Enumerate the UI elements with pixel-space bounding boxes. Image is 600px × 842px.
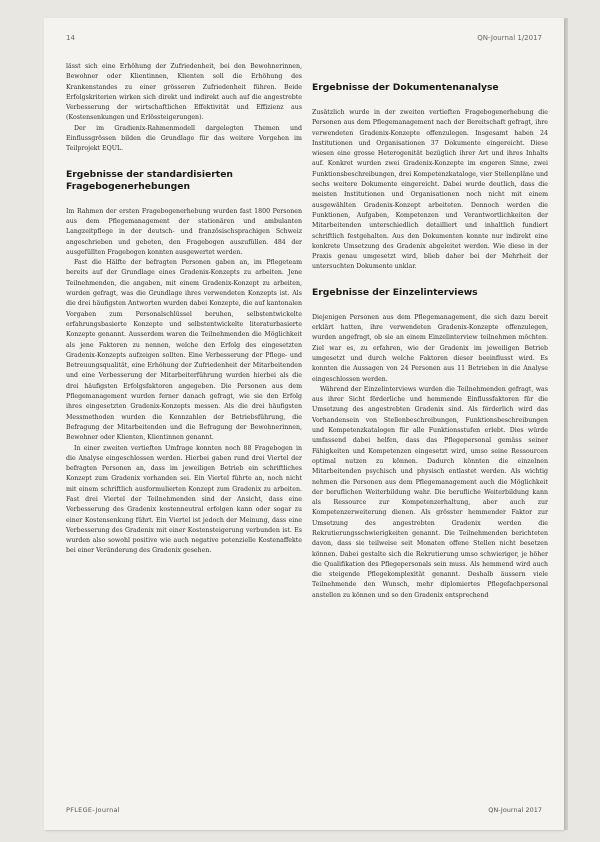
body-paragraph: Zusätzlich wurde in der zweiten vertieften Fragebogenerhebung die Personen aus dem Pflegemanagement nach der Bereitschaft gefragt, ihre verwendeten Gradenix-Konzepte offenzulegen. Insgesamt haben 24 Institutionen und Organisationen 37 Dokumente eingereicht. Diese wiesen eine grosse Heterogenität bezüglich ihrer Art und ihres Inhalts auf. Konkret wurden zwei Gradenix-Konzepte im engeren Sinne, zwei Funktionsbeschreibungen, drei Kompetenzkataloge, vier Stellenpläne und sechs weitere Dokumente eingereicht. Dabei wurde deutlich, dass die meisten Institutionen und Organisationen noch nicht mit einem ausgewählten Gradenix-Konzept arbeiteten. Dennoch werden die Funktionen, Aufgaben, Kompetenzen und Verantwortlichkeiten der Mitarbeitenden unterschiedlich detailliert und inhaltlich fundiert schriftlich festgehalten. Aus den Dokumenten konnte nur indirekt eine konkrete Umsetzung des Gradenix abgeleitet werden. Wie diese in der Praxis genau umgesetzt wird, blieb daher bei der Mehrheit der untersuchten Dokumente unklar.: [312, 109, 548, 271]
section-heading: Ergebnisse der Einzelinterviews: [312, 286, 478, 298]
body-paragraph: Fast die Hälfte der befragten Personen gaben an, im Pflegeteam bereits auf der Grundlage eines Gradenix-Konzepts zu arbeiten. Jene Teilnehmenden, die angaben, mit einem Gradenix-Konzept zu arbeiten, wurden gefragt, was die Grundlage ihres verwendeten Konzepts ist. Als die drei häufigsten Antworten wurden dabei Konzepte, die auf kantonalen Vorgaben zum Personalschlüssel beruhen, selbstentwickelte erfahrungsbasierte Konzepte und selbstentwickelte literaturbasierte Konzepte genannt. Ausserdem waren die Teilnehmenden die Möglichkeit als jene Faktoren zu nennen, welche den Erfolg des eingesetzten Gradenix-Konzepts aufzeigen sollten. Eine Verbesserung der Pflege- und Betreuungsqualität, eine Erhöhung der Zufriedenheit der Mitarbeitenden und eine Verbesserung der Mitarbeiterführung wurden hierbei als die drei häufigsten Erfolgsfaktoren angegeben. Die Personen aus dem Pflegemanagement wurden ferner danach gefragt, wie sie den Erfolg ihres eingesetzten Gradenix-Konzepts messen. Als die drei häufigsten Messmethoden wurden die Kennzahlen der Betriebsführung, die Befragung der Mitarbeitenden und die Befragung der Bewohnerinnen, Bewohner oder Klienten, Klientinnen genannt.: [66, 259, 302, 442]
running-head: QN-Journal 1/2017: [477, 34, 542, 42]
body-paragraph: In einer zweiten vertieften Umfrage konnten noch 88 Fragebogen in die Analyse eingeschlossen werden. Hierbei gaben rund drei Viertel der befragten Personen an, dass im jeweiligen Betrieb ein schriftliches Konzept zum Gradenix vorhanden sei. Ein Viertel führte an, noch nicht mit einem schriftlich ausformulierten Konzept zum Gradenix zu arbeiten. Fast drei Viertel der Teilnehmenden sind der Ansicht, dass eine Verbesserung des Gradenix kostenneutral erfolgen kann oder sogar zu einer Kostensenkung führt. Ein Viertel ist jedoch der Meinung, dass eine Verbesserung des Gradenix mit einer Kostensteigerung verbunden ist. Es wurden also sowohl positive wie auch negative potenzielle Kostenaffekte bei einer Veränderung des Gradenix gesehen.: [66, 444, 302, 555]
body-paragraph: lässt sich eine Erhöhung der Zufriedenheit, bei den Bewohnerinnen, Bewohner oder Klientinnen, Klienten soll die Erhöhung des Krankenstandes zu einer grösseren Zufriedenheit führen. Beide Erfolgskriterien wirken sich direkt und indirekt auch auf die angestrebte Verbesserung der wirtschaftlichen Effektivität und Effizienz aus (Kostensenkungen und Erlössteigerungen).: [66, 63, 302, 122]
section-heading: Ergebnisse der Dokumentenanalyse: [312, 82, 499, 93]
section-heading: Ergebnisse der standardisierten Fragebogenerhebungen: [66, 168, 233, 192]
footer-journal-name: PFLEGE-Journal: [66, 806, 120, 814]
page-number: 14: [66, 34, 75, 42]
footer-issue: QN-Journal 2017: [488, 806, 542, 814]
body-paragraph: Der im Gradienix-Rahmenmodell dargelegten Themen und Einflussgrössen bilden die Grundlage für das weitere Vorgehen im Teilprojekt EQUL.: [66, 124, 302, 153]
page-edge: [564, 18, 568, 830]
body-paragraph: Im Rahmen der ersten Fragebogenerhebung wurden fast 1800 Personen aus dem Pflegemanagement der stationären und ambulanten Langzeitpflege in der deutsch- und französischsprachigen Schweiz angeschrieben und gebeten, den Fragebogen auszufüllen. 484 der ausgefüllten Fragebogen konnten ausgewertet werden.: [66, 207, 302, 256]
right-column: [312, 62, 548, 782]
journal-page: [44, 18, 564, 830]
body-paragraph: Diejenigen Personen aus dem Pflegemanagement, die sich dazu bereit erklärt hatten, ihre verwendeten Gradenix-Konzepte offenzulegen, wurden angefragt, ob sie an einem Einzelinterview teilnehmen möchten. Ziel war es, zu erfahren, wie der Gradenix im jeweiligen Betrieb umgesetzt und durch welche Faktoren dieser beeinflusst wird. Es konnten die Aussagen von 24 Personen aus 11 Betrieben in die Analyse eingeschlossen werden.: [312, 313, 548, 383]
left-column: [66, 62, 302, 782]
body-paragraph: Während der Einzelinterviews wurden die Teilnehmenden gefragt, was aus ihrer Sicht förderliche und hemmende Einflussfaktoren für die Umsetzung des angestrebten Gradenix sind. Als förderlich wird das Vorhandensein von Stellenbeschreibungen, Funktionsbeschreibungen und Kompetenzkatalogen für alle Funktionsstufen erlebt. Dies würde umfassend dabei helfen, dass das Pflegepersonal gemäss seiner Fähigkeiten und Kompetenzen eingesetzt wird, umso seine Ressourcen optimal nutzen zu können. Dadurch könnten die einzelnen Mitarbeitenden psychisch und physisch entlastet werden. Als wichtig nehmen die Personen aus dem Pflegemanagement auch die Möglichkeit der beruflichen Weiterbildung wahr. Die berufliche Weiterbildung kann als Ressource zur Kompetenzerhaltung, aber auch zur Kompetenzerweiterung dienen. Als grösster hemmender Faktor zur Umsetzung des angestrebten Gradenix werden die Rekrutierungsschwierigkeiten genannt. Die Teilnehmenden berichteten davon, dass sie teilweise seit Monaten offene Stellen nicht besetzen können. Dabei gestalte sich die Rekrutierung umso schwieriger, je höher die Qualifikation des Pflegepersonals sein muss. Als hemmend wird auch die steigende Pflegekomplexität genannt. Deshalb äussern viele Teilnehmende den Wunsch, mehr diplomiertes Pflegefachpersonal anstellen zu können und so den Gradenix entsprechend: [312, 385, 548, 599]
